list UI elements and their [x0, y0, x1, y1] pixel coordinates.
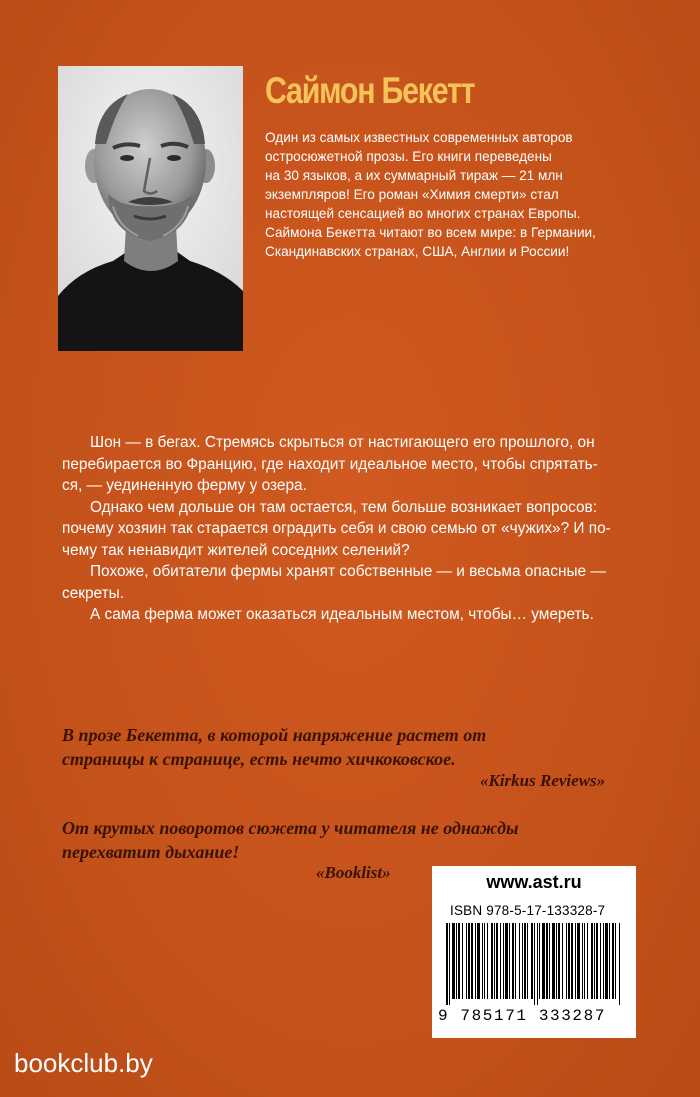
- book-blurb: [62, 432, 642, 626]
- author-name: Саймон Бекетт: [265, 70, 475, 111]
- blurb-line: секреты.: [62, 584, 124, 602]
- blurb-line: чему так ненавидит жителей соседних селений?: [62, 541, 410, 559]
- author-photo: [58, 66, 243, 351]
- quote-line: В прозе Бекетта, в которой напряжение растет от: [62, 725, 487, 745]
- barcode-panel: [432, 866, 636, 1038]
- quote-line: перехватит дыхание!: [62, 842, 240, 862]
- ean-digits: 9 785171 333287: [438, 1007, 607, 1025]
- blurb-line: Однако чем дольше он там остается, тем больше возникает вопросов:: [90, 498, 598, 516]
- bio-line: экземпляров! Его роман «Химия смерти» стал: [265, 187, 559, 202]
- quote-source: «Kirkus Reviews»: [480, 771, 606, 790]
- author-bio: [265, 128, 610, 261]
- bio-line: настоящей сенсацией во многих странах Европы.: [265, 206, 581, 221]
- bio-line: Саймона Бекетта читают во всем мире: в Германии,: [265, 225, 596, 240]
- publisher-website: www.ast.ru: [486, 872, 582, 892]
- blurb-line: перебирается во Францию, где находит идеальное место, чтобы спрятать-: [62, 455, 598, 473]
- blurb-line: А сама ферма может оказаться идеальным местом, чтобы… умереть.: [90, 606, 594, 623]
- bio-line: остросюжетной прозы. Его книги переведены: [265, 149, 552, 164]
- isbn-text: ISBN 978-5-17-133328-7: [450, 903, 606, 918]
- blurb-line: ся, — уединенную ферму у озера.: [62, 477, 307, 494]
- bio-line: Скандинавских странах, США, Англии и России!: [265, 244, 570, 259]
- review-quote: [62, 816, 519, 864]
- review-quote: [62, 723, 486, 771]
- bio-line: Один из самых известных современных авторов: [265, 130, 573, 145]
- watermark: bookclub.by: [14, 1048, 153, 1078]
- blurb-line: Похоже, обитатели фермы хранят собственные — и весьма опасные —: [90, 563, 606, 580]
- quote-source: «Booklist»: [316, 863, 391, 882]
- quote-line: От крутых поворотов сюжета у читателя не однажды: [62, 818, 519, 838]
- quote-line: страницы к странице, есть нечто хичкоковское.: [62, 749, 456, 769]
- blurb-line: почему хозяин так старается оградить себя и свою семью от «чужих»? И по-: [62, 520, 611, 537]
- blurb-line: Шон — в бегах. Стремясь скрыться от настигающего его прошлого, он: [90, 434, 595, 451]
- bio-line: на 30 языков, а их суммарный тираж — 21 млн: [265, 168, 563, 183]
- barcode-bars: [446, 923, 624, 1005]
